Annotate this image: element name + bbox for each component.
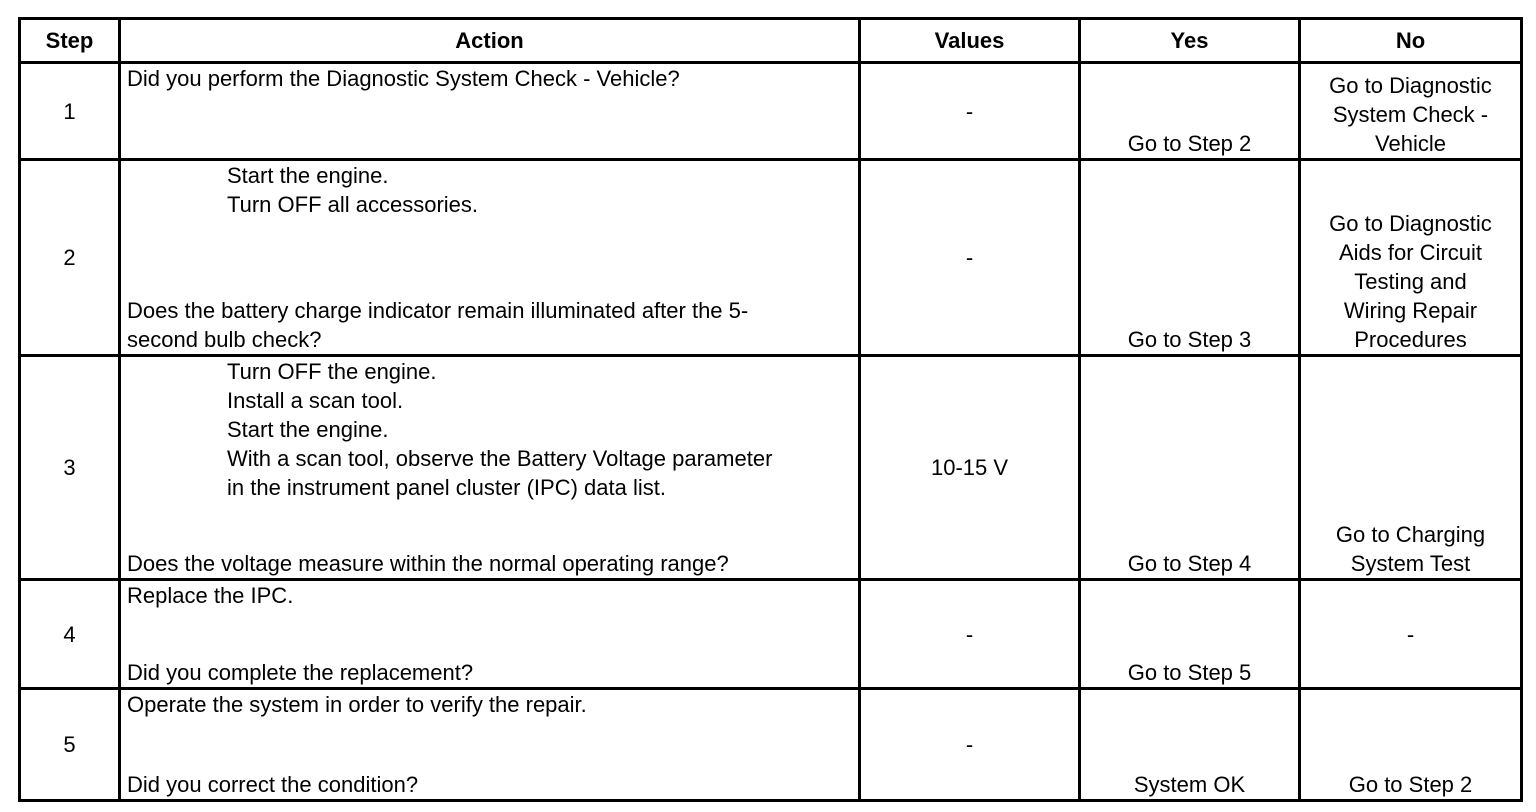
value-cell: - bbox=[860, 63, 1080, 160]
yes-link[interactable]: Go to Step 3 bbox=[1127, 327, 1252, 352]
action-cell bbox=[120, 63, 860, 160]
action-step: Install a scan tool. bbox=[227, 388, 404, 413]
action-step: Replace the IPC. bbox=[127, 583, 294, 608]
table-row bbox=[20, 580, 1522, 689]
action-cell bbox=[120, 689, 860, 801]
action-step: Turn OFF all accessories. bbox=[227, 192, 479, 217]
yes-link[interactable]: Go to Step 4 bbox=[1127, 551, 1252, 576]
yes-link[interactable]: Go to Step 5 bbox=[1127, 660, 1252, 685]
no-cell bbox=[1300, 689, 1522, 801]
table-row bbox=[20, 160, 1522, 356]
yes-cell bbox=[1080, 63, 1300, 160]
action-question: Did you complete the replacement? bbox=[127, 660, 474, 685]
action-question: Did you perform the Diagnostic System Check - Vehicle? bbox=[127, 66, 680, 91]
value-cell: 10-15 V bbox=[860, 356, 1080, 580]
action-step: With a scan tool, observe the Battery Voltage parameter in the instrument panel cluster (IPC) data list. bbox=[227, 446, 773, 500]
action-steps bbox=[127, 357, 852, 502]
action-steps bbox=[127, 161, 852, 219]
yes-cell bbox=[1080, 689, 1300, 801]
action-step: Operate the system in order to verify the repair. bbox=[127, 692, 587, 717]
action-question: Did you correct the condition? bbox=[127, 772, 419, 797]
step-number: 2 bbox=[20, 160, 120, 356]
value-cell: - bbox=[860, 160, 1080, 356]
action-step: Start the engine. bbox=[227, 417, 389, 442]
action-step: Turn OFF the engine. bbox=[227, 359, 437, 384]
header-values: Values bbox=[860, 19, 1080, 63]
table-row bbox=[20, 63, 1522, 160]
step-number: 5 bbox=[20, 689, 120, 801]
action-cell bbox=[120, 356, 860, 580]
table-row bbox=[20, 356, 1522, 580]
action-step: Start the engine. bbox=[227, 163, 389, 188]
action-cell bbox=[120, 580, 860, 689]
header-action: Action bbox=[120, 19, 860, 63]
action-question: Does the battery charge indicator remain illuminated after the 5- second bulb check? bbox=[127, 298, 749, 352]
step-number: 4 bbox=[20, 580, 120, 689]
yes-cell bbox=[1080, 160, 1300, 356]
no-cell bbox=[1300, 356, 1522, 580]
yes-cell bbox=[1080, 356, 1300, 580]
yes-link[interactable]: Go to Step 2 bbox=[1127, 131, 1252, 156]
value-cell: - bbox=[860, 580, 1080, 689]
no-cell bbox=[1300, 160, 1522, 356]
no-link[interactable]: Go to Charging System Test bbox=[1335, 522, 1486, 576]
action-cell bbox=[120, 160, 860, 356]
yes-cell bbox=[1080, 580, 1300, 689]
header-yes: Yes bbox=[1080, 19, 1300, 63]
header-no: No bbox=[1300, 19, 1522, 63]
no-cell bbox=[1300, 63, 1522, 160]
no-cell: - bbox=[1300, 580, 1522, 689]
no-link[interactable]: Go to Diagnostic System Check - Vehicle bbox=[1329, 73, 1492, 156]
header-row bbox=[20, 19, 1522, 63]
diagnostic-table bbox=[18, 17, 1523, 802]
value-cell: - bbox=[860, 689, 1080, 801]
no-link[interactable]: Go to Diagnostic Aids for Circuit Testing and Wiring Repair Procedures bbox=[1329, 211, 1492, 352]
step-number: 3 bbox=[20, 356, 120, 580]
step-number: 1 bbox=[20, 63, 120, 160]
table-row bbox=[20, 689, 1522, 801]
yes-link[interactable]: System OK bbox=[1133, 772, 1246, 797]
no-link[interactable]: Go to Step 2 bbox=[1348, 772, 1473, 797]
action-question: Does the voltage measure within the normal operating range? bbox=[127, 551, 729, 576]
header-step: Step bbox=[20, 19, 120, 63]
